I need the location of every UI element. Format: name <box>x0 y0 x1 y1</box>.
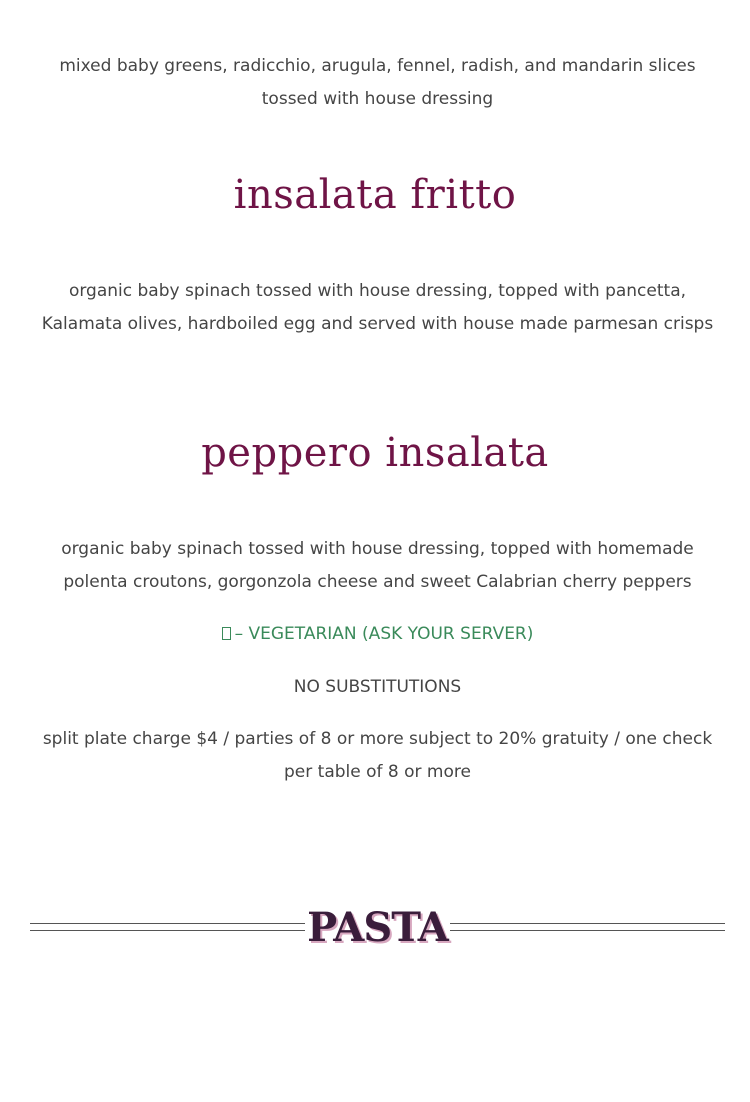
pasta-section-header <box>30 900 725 956</box>
dish-description-peppero-insalata: organic baby spinach tossed with house dressing, topped with homemade polenta croutons, gorgonzola cheese and sweet Calabrian cherry peppers <box>61 539 694 592</box>
dish-title-insalata-fritto: insalata fritto <box>233 172 517 218</box>
no-substitutions-note: NO SUBSTITUTIONS <box>293 677 462 697</box>
section-title-pasta: PASTA <box>307 904 448 951</box>
dish-description-insalata-fritto: organic baby spinach tossed with house dressing, topped with pancetta, Kalamata olives, hardboiled egg and served with house made parmesan crisps <box>41 281 714 334</box>
vegetarian-note-text: – VEGETARIAN (ASK YOUR SERVER) <box>234 624 534 644</box>
dish-description-mixed-greens: mixed baby greens, radicchio, arugula, fennel, radish, and mandarin slices tossed with house dressing <box>59 56 696 109</box>
dish-title-peppero-insalata: peppero insalata <box>201 430 549 476</box>
vegetarian-marker-icon <box>222 627 231 640</box>
policy-note: split plate charge $4 / parties of 8 or more subject to 20% gratuity / one check per table of 8 or more <box>42 729 713 782</box>
vegetarian-note <box>30 618 725 651</box>
